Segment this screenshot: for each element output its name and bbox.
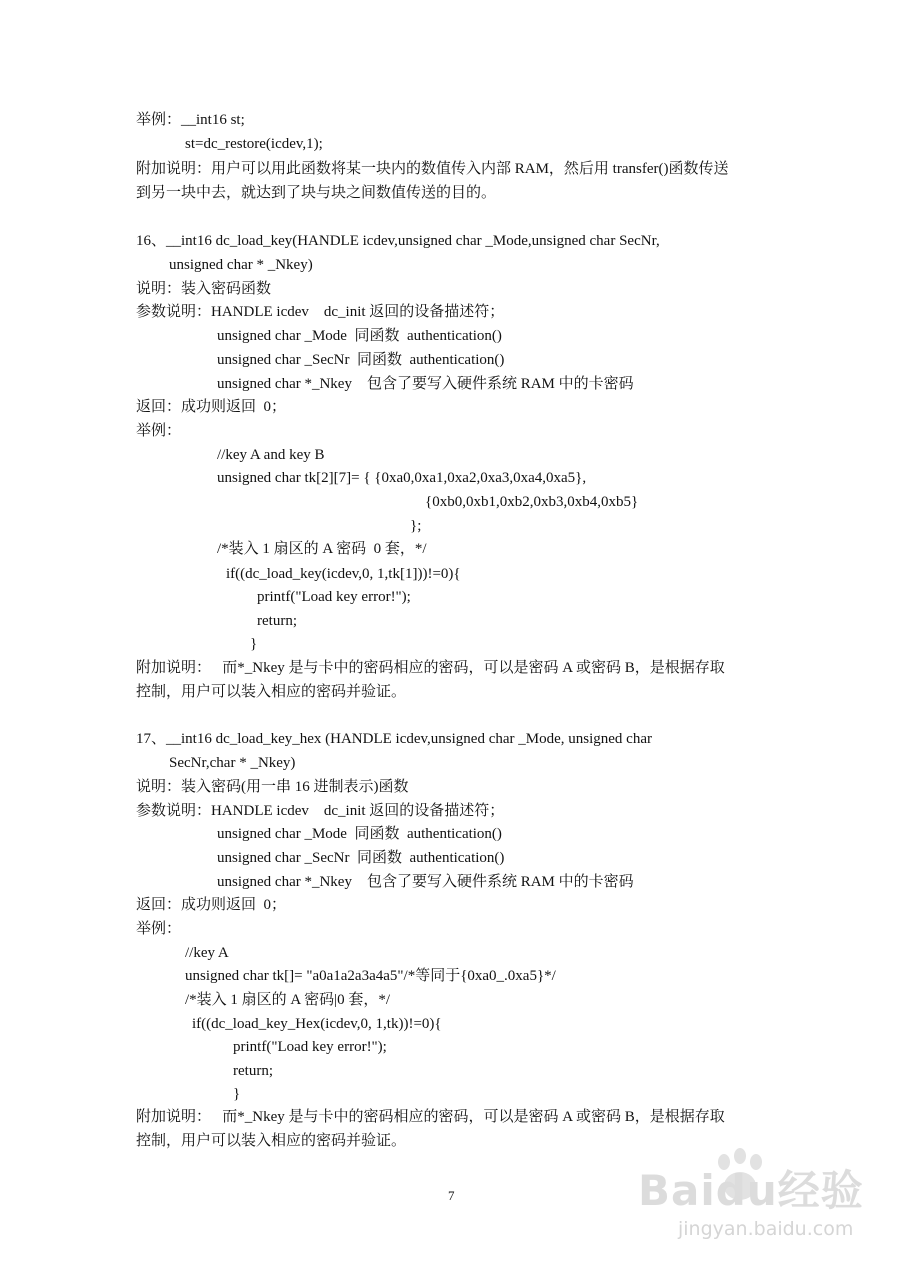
code-line: } [233, 1086, 241, 1102]
code-line: {0xb0,0xb1,0xb2,0xb3,0xb4,0xb5} [425, 494, 639, 510]
text-line: 返回：成功则返回 0； [136, 399, 287, 415]
text-line: 控制，用户可以装入相应的密码并验证。 [136, 684, 407, 700]
code-line: return; [233, 1063, 273, 1079]
code-line: unsigned char tk[]= "a0a1a2a3a4a5"/*等同于{0xa0_.0xa5}*/ [185, 968, 556, 984]
watermark [638, 1148, 878, 1258]
text-line: 控制，用户可以装入相应的密码并验证。 [136, 1133, 407, 1149]
text-line: 说明：装入密码函数 [136, 281, 272, 297]
text-line: 17、__int16 dc_load_key_hex (HANDLE icdev,unsigned char _Mode, unsigned char [136, 731, 652, 747]
code-line: if((dc_load_key(icdev,0, 1,tk[1]))!=0){ [226, 566, 461, 582]
text-line: 返回：成功则返回 0； [136, 897, 287, 913]
code-line: //key A [185, 945, 229, 961]
text-line: unsigned char _SecNr 同函数 authentication() [217, 352, 505, 368]
text-line: unsigned char _Mode 同函数 authentication() [217, 826, 502, 842]
text-line: 16、__int16 dc_load_key(HANDLE icdev,unsigned char _Mode,unsigned char SecNr, [136, 233, 660, 249]
code-line: //key A and key B [217, 447, 325, 463]
text-line: unsigned char *_Nkey 包含了要写入硬件系统 RAM 中的卡密码 [217, 376, 634, 392]
text-line: SecNr,char * _Nkey) [169, 755, 296, 771]
text-line: 举例：__int16 st; [136, 112, 245, 128]
code-line: printf("Load key error!"); [257, 589, 411, 605]
code-line: return; [257, 613, 297, 629]
text-line: 到另一块中去，就达到了块与块之间数值传送的目的。 [136, 185, 497, 201]
text-line: 附加说明： 而*_Nkey 是与卡中的密码相应的密码，可以是密码 A 或密码 B，是根据存取 [136, 1109, 725, 1125]
text-line: 举例： [136, 921, 182, 937]
text-line: unsigned char *_Nkey 包含了要写入硬件系统 RAM 中的卡密码 [217, 874, 634, 890]
code-line: } [250, 636, 258, 652]
page-number: 7 [448, 1188, 455, 1203]
text-line: 说明：装入密码(用一串 16 进制表示)函数 [136, 779, 409, 795]
code-line: /*装入 1 扇区的 A 密码|0 套，*/ [185, 992, 391, 1008]
code-line: if((dc_load_key_Hex(icdev,0, 1,tk))!=0){ [192, 1016, 442, 1032]
text-line: 参数说明：HANDLE icdev dc_init 返回的设备描述符； [136, 803, 505, 819]
code-line: unsigned char tk[2][7]= { {0xa0,0xa1,0xa2,0xa3,0xa4,0xa5}, [217, 470, 587, 486]
code-line: /*装入 1 扇区的 A 密码 0 套，*/ [217, 541, 427, 557]
text-line: unsigned char _SecNr 同函数 authentication() [217, 850, 505, 866]
text-line: 参数说明：HANDLE icdev dc_init 返回的设备描述符； [136, 304, 505, 320]
code-line: }; [410, 518, 422, 534]
text-line: 附加说明： 而*_Nkey 是与卡中的密码相应的密码，可以是密码 A 或密码 B，是根据存取 [136, 660, 725, 676]
text-line: 举例： [136, 423, 182, 439]
code-line: printf("Load key error!"); [233, 1039, 387, 1055]
text-line: unsigned char _Mode 同函数 authentication() [217, 328, 502, 344]
text-line: st=dc_restore(icdev,1); [185, 136, 323, 152]
text-line: unsigned char * _Nkey) [169, 257, 313, 273]
watermark-url: jingyan.baidu.com [678, 1218, 854, 1240]
text-line: 附加说明：用户可以用此函数将某一块内的数值传入内部 RAM，然后用 transfer()函数传送 [136, 161, 729, 177]
watermark-brand: Baidu经验 [638, 1166, 864, 1215]
